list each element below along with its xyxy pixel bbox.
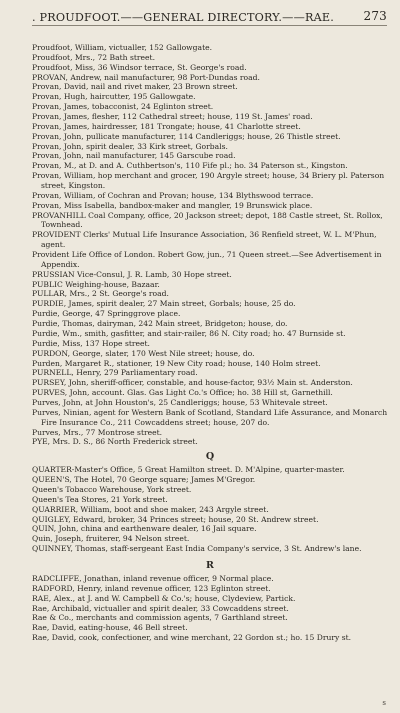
directory-entry: Purves, John, at John Houston's, 25 Candleriggs; house, 53 Whitevale street. (32, 397, 328, 407)
directory-entry: Provident Life Office of London. Robert Gow, jun., 71 Queen street.—See Advertisement in Appendix. (32, 250, 382, 269)
directory-entry: PURNELL, Henry, 279 Parliamentary road. (32, 368, 198, 378)
directory-entry: Purdie, Thomas, dairyman, 242 Main street, Bridgeton; house, do. (32, 319, 288, 329)
directory-entry: PROVAN, Andrew, nail manufacturer, 98 Port-Dundas road. (32, 72, 260, 82)
directory-entry: RADCLIFFE, Jonathan, inland revenue officer, 9 Normal place. (32, 573, 274, 583)
directory-entry: QUINNEY, Thomas, staff-sergeant East India Company's service, 3 St. Andrew's lane. (32, 544, 362, 554)
entries-q-list (32, 465, 388, 554)
directory-entry: PUBLIC Weighing-house, Bazaar. (32, 279, 160, 289)
directory-entry: PURVES, John, account. Glas. Gas Light Co.'s Office; ho. 38 Hill st, Garnethill. (32, 388, 333, 398)
directory-entry: PURDON, George, slater, 170 West Nile street; house, do. (32, 348, 255, 358)
directory-entry: Quin, Joseph, fruiterer, 94 Nelson street. (32, 534, 190, 544)
directory-entry: Queen's Tea Stores, 21 York street. (32, 494, 168, 504)
directory-entry: Queen's Tobacco Warehouse, York street. (32, 484, 192, 494)
directory-entry: QUEEN'S, The Hotel, 70 George square; James M'Gregor. (32, 475, 256, 485)
directory-entry: Provan, James, hairdresser, 181 Trongate; house, 41 Charlotte street. (32, 121, 301, 131)
directory-entry: Provan, John, nail manufacturer, 145 Garscube road. (32, 151, 236, 161)
directory-entry: Purves, Mrs., 77 Montrose street. (32, 427, 163, 437)
directory-entry: Proudfoot, William, victualler, 152 Gallowgate. (32, 43, 213, 52)
directory-entry: Provan, Miss Isabella, bandbox-maker and mangler, 19 Brunswick place. (32, 200, 313, 210)
directory-entry: Purdie, Wm., smith, gasfitter, and stair-railer, 86 N. City road; ho. 47 Burnside st. (32, 328, 346, 338)
running-head: . PROUDFOOT.——GENERAL DIRECTORY.——RAE. (32, 11, 334, 24)
header-rule (32, 25, 387, 26)
directory-entry: Purves, Ninian, agent for Western Bank of Scotland, Standard Life Assurance, and Monarch Fire Insurance Co., 211 Cowcaddens street; house, 207 do. (32, 407, 388, 427)
directory-entry: PULLAR, Mrs., 2 St. George's road. (32, 289, 169, 299)
page-number: 273 (363, 9, 387, 23)
directory-entry: PROVANHILL Coal Company, office, 20 Jackson street; depot, 188 Castle street, St. Rollox, Townhead. (32, 210, 383, 230)
directory-entry: Provan, James, flesher, 112 Cathedral street; house, 119 St. James' road. (32, 112, 313, 122)
directory-entry: RADFORD, Henry, inland revenue officer, 123 Eglinton street. (32, 583, 271, 593)
directory-entry: PYE, Mrs. D. S., 86 North Frederick street. (32, 437, 198, 447)
directory-entry: Purdie, George, 47 Springgrove place. (32, 309, 181, 319)
directory-entry: Provan, William, of Cochran and Provan; house, 134 Blythswood terrace. (32, 190, 314, 200)
directory-entry: Rae & Co., merchants and commission agents, 7 Garthland street. (32, 613, 288, 623)
directory-entry: Provan, M., at D. and A. Cuthbertson's, 110 Fife pl.; ho. 34 Paterson st., Kingston. (32, 161, 348, 171)
directory-entry: Rae, David, eating-house, 46 Bell street. (32, 623, 188, 633)
directory-entry: QUARRIER, William, boot and shoe maker, 243 Argyle street. (32, 504, 269, 514)
signature-mark: s (382, 699, 386, 707)
directory-entry: Rae, David, cook, confectioner, and wine merchant, 22 Gordon st.; ho. 15 Drury st. (32, 633, 352, 643)
directory-entry: QUARTER-Master's Office, 5 Great Hamilton street. D. M'Alpine, quarter-master. (32, 465, 345, 475)
directory-entry: Purdie, Miss, 137 Hope street. (32, 338, 150, 348)
section-heading-r: R (206, 559, 214, 571)
directory-entry: Proudfoot, Mrs., 72 Bath street. (32, 52, 156, 62)
directory-entry: Provan, David, nail and rivet maker, 23 Brown street. (32, 82, 238, 92)
directory-entry: PURDIE, James, spirit dealer, 27 Main street, Gorbals; house, 25 do. (32, 299, 296, 309)
directory-entry: RAE, Alex., at J. and W. Campbell & Co.'s; house, Clydeview, Partick. (32, 593, 296, 603)
directory-entry: Proudfoot, Miss, 36 Windsor terrace, St. George's road. (32, 62, 247, 72)
directory-body (32, 43, 388, 643)
directory-entry: QUIGLEY, Edward, broker, 34 Princes street; house, 20 St. Andrew street. (32, 514, 319, 524)
entries-r-list (32, 574, 388, 643)
directory-entry: PROVIDENT Clerks' Mutual Life Insurance Association, 36 Renfield street, W. L. M'Phun, agent. (32, 230, 377, 250)
directory-entry: QUIN, John, china and earthenware dealer, 16 Jail square. (32, 524, 257, 534)
directory-entry: Provan, William, hop merchant and grocer, 190 Argyle street; house, 34 Briery pl. Paterson street, Kingston. (32, 171, 385, 191)
entries-p-list (32, 43, 388, 447)
directory-entry: Provan, John, spirit dealer, 33 Kirk street, Gorbals. (32, 141, 228, 151)
directory-entry: Purden, Margaret R., stationer, 19 New City road; house, 140 Holm street. (32, 358, 321, 368)
directory-entry: Provan, John, pullicate manufacturer, 114 Candleriggs; house, 26 Thistle street. (32, 131, 341, 141)
directory-entry: PRUSSIAN Vice-Consul, J. R. Lamb, 30 Hope street. (32, 269, 232, 279)
directory-entry: Provan, Hugh, haircutter, 195 Gallowgate. (32, 92, 196, 102)
page-header (32, 8, 387, 28)
section-heading-q: Q (205, 451, 215, 463)
directory-entry: Provan, James, tobacconist, 24 Eglinton street. (32, 102, 214, 112)
directory-entry: Rae, Archibald, victualler and spirit dealer, 33 Cowcaddens street. (32, 603, 289, 613)
directory-entry: PURSEY, John, sheriff-officer, constable, and house-factor, 93½ Main st. Anderston. (32, 378, 353, 388)
